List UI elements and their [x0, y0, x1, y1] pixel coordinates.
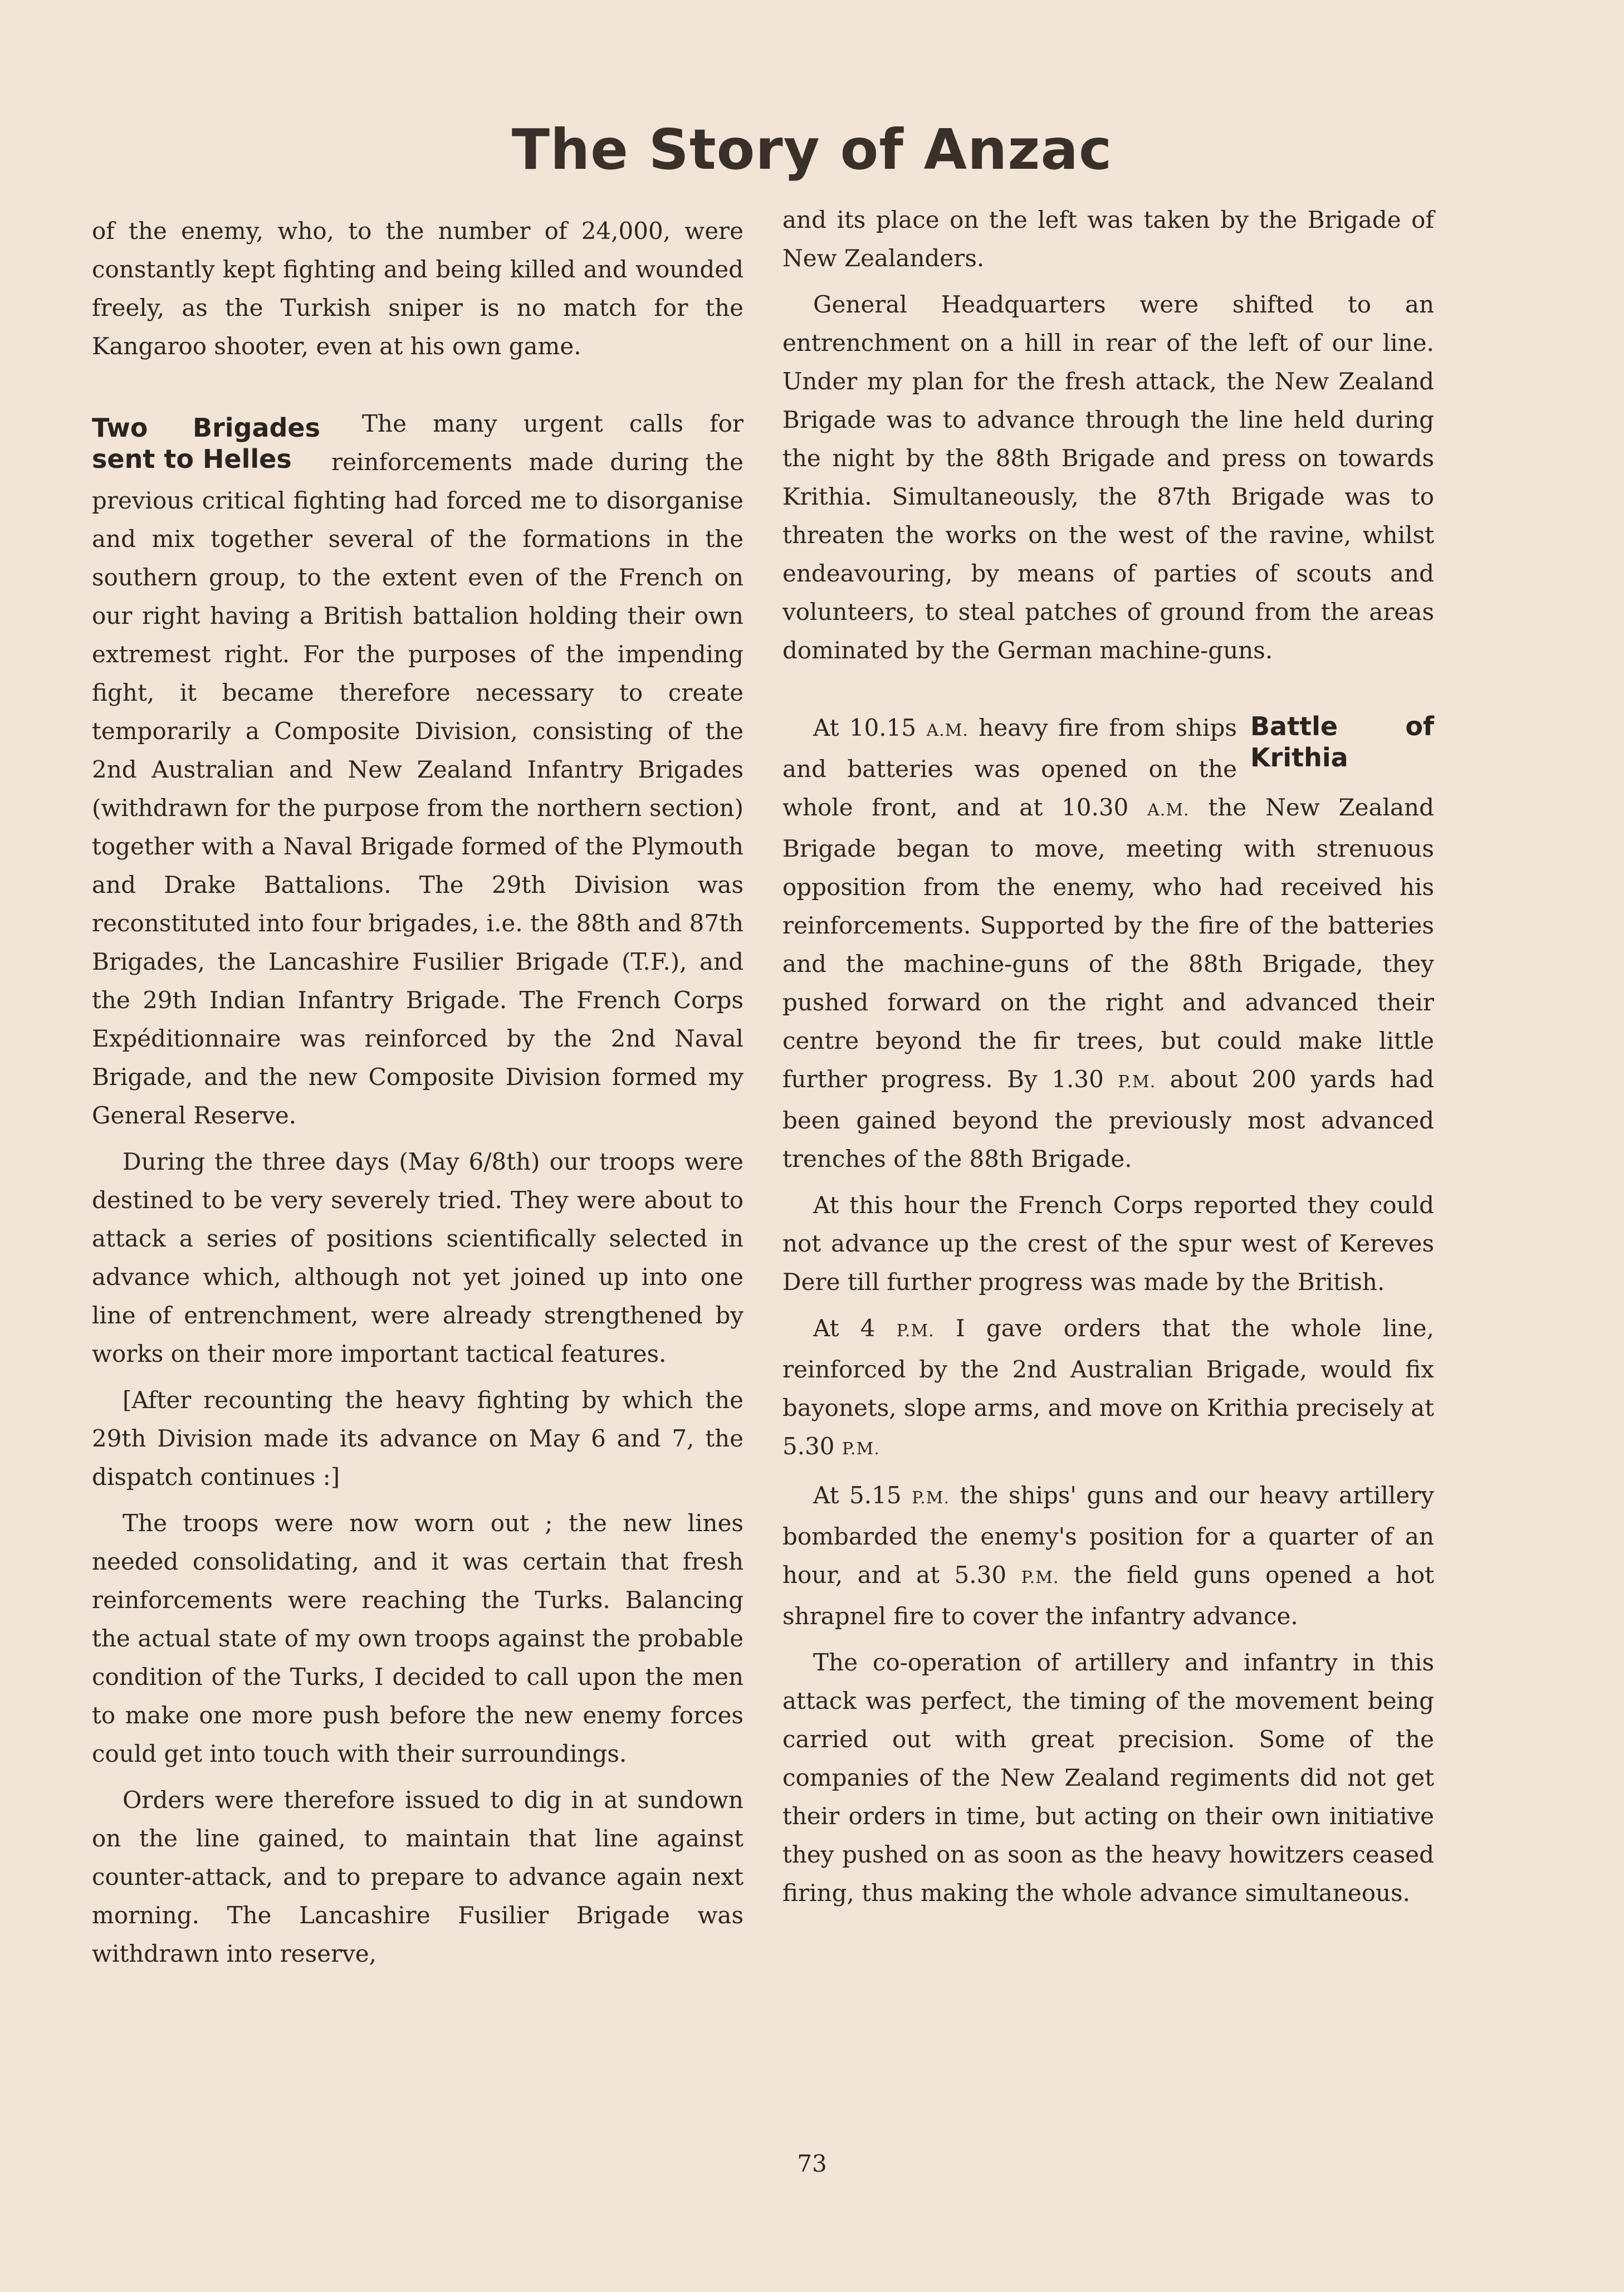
paragraph: [After recounting the heavy fighting by which the 29th Division made its advance on May 6 and 7, the dispatch continues :] [92, 1386, 743, 1490]
paragraph: At 5.15 P.M. the ships' guns and our heavy artillery bombarded the enemy's position for a quarter of an hour, and at 5.30 P.M. the field guns opened a hot shrapnel fire to cover the infantry advance. [782, 1482, 1435, 1630]
paragraph: The troops were now worn out ; the new lines needed consolidating, and it was certain that fresh reinforcements were reaching the Turks. Balancing the actual state of my own troops against the probable condition of the Turks, I decided to call upon the men to make one more push before the new enemy forces could get into touch with their surroundings. [92, 1509, 743, 1767]
paragraph: of the enemy, who, to the number of 24,000, were constantly kept fighting and being killed and wounded freely, as the Turkish sniper is no match for the Kangaroo shooter, even at his own game. [92, 217, 743, 360]
right-column [782, 201, 1434, 1920]
paragraph: During the three days (May 6/8th) our troops were destined to be very severely tried. They were about to attack a series of positions scientifically selected in advance which, although not yet joined up into one line of entrenchment, were already strengthened by works on their more important tactical features. [92, 1148, 743, 1367]
paragraph: Orders were therefore issued to dig in at sundown on the line gained, to maintain that line against counter-attack, and to prepare to advance again next morning. The Lancashire Fusilier Brigade was withdrawn into reserve, [92, 1786, 743, 1967]
sidenote-battle-of-krithia: Battle of Krithia [1250, 711, 1434, 773]
paragraph-text: The many urgent calls for reinforcements made during the previous critical fighting had forced me to disorganise and mix together several of the formations in the southern group, to the extent even of the French on our right having a British battalion holding their own extremest right. For the purposes of the impending fight, it became therefore necessary to create temporarily a Composite Division, consisting of the 2nd Australian and New Zealand Infantry Brigades (withdrawn for the purpose from the northern section) together with a Naval Brigade formed of the Plymouth and Drake Battalions. The 29th Division was reconstituted into four brigades, i.e. the 88th and 87th Brigades, the Lancashire Fusilier Brigade (T.F.), and the 29th Indian Infantry Brigade. The French Corps Expéditionnaire was reinforced by the 2nd Naval Brigade, and the new Composite Division formed my General Reserve. [92, 410, 743, 1129]
paragraph-with-sidenote: Battle of Krithia At 10.15 A.M. heavy fire from ships and batteries was opened on the whole front, and at 10.30 A.M. the New Zealand Brigade began to move, meeting with strenuous opposition from the enemy, who had received his reinforcements. Supported by the fire of the batteries and the machine-guns of the 88th Brigade, they pushed forward on the right and advanced their centre beyond the fir trees, but could make little further progress. By 1.30 P.M. about 200 yards had been gained beyond the previously most advanced trenches of the 88th Brigade. [782, 711, 1434, 1172]
page-number: 73 [797, 2150, 827, 2177]
paragraph-with-sidenote [92, 404, 743, 1135]
paragraph: and its place on the left was taken by the Brigade of New Zealanders. [782, 206, 1434, 272]
paragraph: At 4 P.M. I gave orders that the whole line, reinforced by the 2nd Australian Brigade, would fix bayonets, slope arms, and move on Krithia precisely at 5.30 P.M. [782, 1314, 1434, 1460]
paragraph: The co-operation of artillery and infantry in this attack was perfect, the timing of the movement being carried out with great precision. Some of the companies of the New Zealand regiments did not get their orders in time, but acting on their own initiative they pushed on as soon as the heavy howitzers ceased firing, thus making the whole advance simultaneous. [782, 1649, 1434, 1907]
paragraph: General Headquarters were shifted to an entrenchment on a hill in rear of the left of our line. Under my plan for the fresh attack, the New Zealand Brigade was to advance through the line held during the night by the 88th Brigade and press on towards Krithia. Simultaneously, the 87th Brigade was to threaten the works on the west of the ravine, whilst endeavouring, by means of parties of scouts and volunteers, to steal patches of ground from the areas dominated by the German machine-guns. [782, 291, 1434, 664]
sidenote-two-brigades: Two Brigades sent to Helles [92, 413, 320, 474]
left-column [92, 212, 743, 1981]
page-title: The Story of Anzac [511, 117, 1113, 182]
paragraph: At this hour the French Corps reported they could not advance up the crest of the spur west of Kereves Dere till further progress was made by the British. [782, 1191, 1434, 1296]
